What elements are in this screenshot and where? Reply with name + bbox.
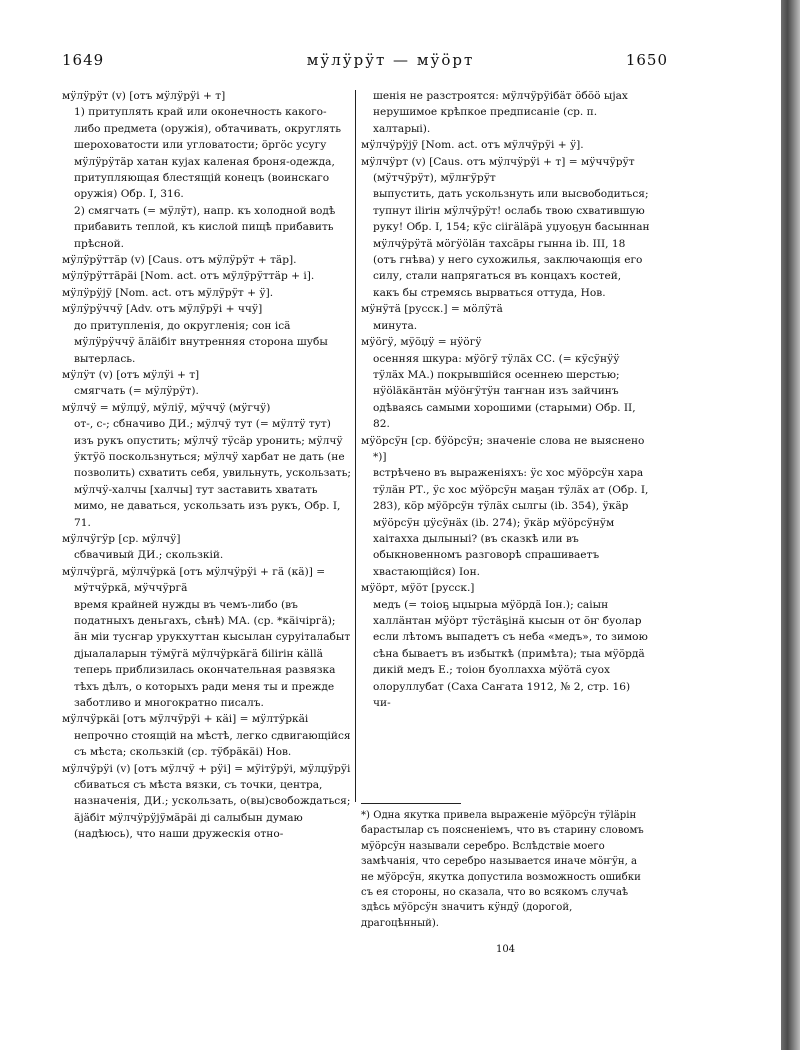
column-divider: [355, 90, 356, 802]
entry-headword-line: мӱлчӱркӓі [отъ мӱлчӱрӱі + кӓі] = мӱлтӱркӓі: [62, 713, 309, 726]
scan-page-edge: [781, 0, 800, 1050]
right-page-number: 1650: [625, 51, 668, 69]
right-column: [361, 88, 650, 711]
left-page-number: 1649: [62, 51, 105, 69]
entry-continuation: шенія не разстроятся: мӱлчӱрӱібӓт ӧбӧӧ ыјах нерушимое крѣпкое предписаніе (ср. п. халтарыі).: [373, 90, 628, 135]
entry-headword-line: мӱлчӱ = мӱлџӱ, мӱліӱ, мӱччӱ (мӱгчӱ): [62, 401, 271, 414]
entry-definition: выпустить, дать ускользнуть или высвободиться; тупнут іlіrін мӱлчӱрӱт! ослабь твою схватившую руку! Обр. I, 154; кӱс сіігӓlӓрӓ уџуоҕун басыннан мӱлчӱрӱтӓ мӧгӱӧlӓн тахсӓры гынна ib. III, 18 (отъ гнѣва) у него сухожилья, заключающія его силу, стали напрягаться въ концахъ костей, какъ бы стремясь вырваться оттуда, Нов.: [373, 188, 650, 299]
entry-headword-line: мӱлӱрӱттӓр (v) [Caus. отъ мӱлӱрӱт + тӓр].: [62, 254, 297, 267]
entry-headword-line: мӱлӱрӱјӱ [Nom. act. отъ мӱлӱрӱт + ӱ].: [62, 286, 274, 299]
entry-headword-line: мӱлӱрӱт (v) [отъ мӱлӱрӱі + т]: [62, 90, 226, 102]
entry-definition: сбиваться съ мѣста вязки, съ точки, центра, назначенія, ДИ.; ускользать, о(вы)свобождаться; ӓјӓбіт мӱлчӱрӱјӱмӓрӓі ді салыбын думаю (надѣюсь), что наши дружескія отно-: [74, 779, 351, 841]
entry-sense: 1) притуплять край или оконечность какого-либо предмета (оружія), обтачивать, округлять шероховатости или угловатости; ӧргӧс усугу мӱлӱрӱтӓр хатан кујах каленая броня-одежда, притупляющая блестящій конецъ (воинскаго оружія) Обр. I, 316.: [74, 106, 342, 201]
sheet-number: 104: [495, 944, 516, 955]
entry-definition: медъ (= тоіоҕ ыџырыа мӱӧрдӓ Іон.); саіын халлӓнтан мӱӧрт тӱстӓҕінӓ кысын от ӧҥ буолар если лѣтомъ выпадетъ съ неба «медъ», то зимою сѣна бываетъ въ избыткѣ (примѣта); тыа мӱӧрдӓ дикій медъ Е.; тоіон буоллахха мӱӧтӓ суох олоруллубат (Саха Саҥата 1912, № 2, стр. 16) чи-: [373, 598, 648, 710]
entry-definition: до притупленія, до округленія; сон ісӓ мӱлӱрӱччӱ ӓлӓібіт внутренняя сторона шубы вытерлась.: [74, 319, 328, 365]
entry-headword-line: мӱӧгӱ, мӱӧџӱ = нӱӧгӱ: [361, 336, 482, 349]
entry-headword-line: мӱлчӱрӱјӱ [Nom. act. отъ мӱлчӱрӱі + ӱ].: [361, 139, 584, 152]
entry-definition: встрѣчено въ выраженіяхъ: ӱс хос мӱӧрсӱн хара тӱлӓн РТ., ӱс хос мӱӧрсӱн маҕан тӱлӓх ат (Обр. I, 283), кӧр мӱӧрсӱн тӱлӓх сылгы (ib. 354), ӱкӓр мӱӧрсӱн џӱсӱнӓх (ib. 274); ӱкӓр мӱӧрсӱнӱм хаітахха дылыныі? (въ сказкѣ или въ обыкновенномъ разговорѣ спрашиваетъ хвастающійся) Іон.: [373, 467, 649, 578]
footnote-rule: [361, 803, 461, 804]
entry-headword-line: мӱлӱт (v) [отъ мӱлӱі + т]: [62, 368, 200, 381]
entry-headword-line: мӱлӱрӱттӓрӓі [Nom. act. отъ мӱлӱрӱттӓр + і].: [62, 270, 315, 283]
entry-definition: осенняя шкура: мӱӧгӱ тӱлӓх СС. (= кӱсӱнӱӱ тӱлӓх МА.) покрывшійся осеннею шерстью; нӱӧlӓкӓнтӓн мӱӧҥӱтӱн таҥнан изъ зайчинъ одѣваясь самыми хорошими (старыми) Обр. II, 82.: [373, 352, 636, 431]
left-column: [62, 88, 352, 843]
entry-headword-line: мӱлчӱрт (v) [Caus. отъ мӱлчӱрӱі + т] = мӱччӱрӱт (мӱтчӱрӱт), мӱлҥӱрӱт: [361, 155, 635, 185]
entry-headword-line: мӱнӱтӓ [русск.] = мӧлӱтӓ: [361, 303, 503, 316]
entry-definition: от-, с-; сбначиво ДИ.; мӱлчӱ тут (= мӱлтӱ тут) изъ рукъ опустить; мӱлчӱ тӱсӓр уронить; мӱлчӱ ӱктӱӧ поскользнуться; мӱлчӱ харбат не дать (не позволить) схватить себя, увильнуть, ускользать; мӱлчӱ-халчы [халчы] тут заставить хватать мимо, не даваться, ускользать изъ рукъ, Обр. I, 71.: [74, 418, 351, 529]
entry-headword-line: мӱлчӱгӱр [ср. мӱлчӱ]: [62, 532, 181, 545]
entry-headword-line: мӱлӱрӱччӱ [Adv. отъ мӱлӱрӱі + ччӱ]: [62, 303, 263, 316]
entry-headword-line: мӱӧрт, мӱӧт [русск.]: [361, 582, 475, 595]
entry-definition: непрочно стоящій на мѣстѣ, легко сдвигающійся съ мѣста; скользкій (ср. тӱбрӓкӓі) Нов.: [74, 729, 351, 759]
entry-definition: минута.: [373, 319, 418, 332]
entry-definition: сбвачивый ДИ.; скользкій.: [74, 549, 224, 562]
entry-headword-line: мӱлчӱрӱі (v) [отъ мӱлчӱ + рӱі] = мӱітӱрӱі, мӱлџӱрӱі: [62, 762, 351, 775]
running-title: мӱлӱрӱт — мӱӧрт: [306, 51, 475, 69]
entry-headword-line: мӱлчӱргӓ, мӱлчӱркӓ [отъ мӱлчӱрӱі + гӓ (кӓ)] = мӱтчӱркӓ, мӱччӱргӓ: [62, 565, 326, 595]
footnote: *) Одна якутка привела выраженіе мӱӧрсӱн тӱlӓрін барастылар съ поясненіемъ, что въ старину словомъ мӱӧрсӱн называли серебро. Вслѣдствіе моего замѣчанія, что серебро называется иначе мӧҥӱн, а не мӱӧрсӱн, якутка допустила возможность ошибки съ ея стороны, но сказала, что во всякомъ случаѣ здѣсь мӱӧрсӱн значитъ кӱндӱ (дорогой, драгоцѣнный).: [361, 810, 644, 929]
entry-sense: 2) смягчать (= мӱлӱт), напр. къ холодной водѣ прибавить теплой, къ кислой пищѣ прибавить прѣсной.: [74, 204, 336, 250]
entry-definition: время крайней нужды въ чемъ-либо (въ податныхъ деньгахъ, сѣнѣ) МА. (ср. *кӓічіргӓ); ӓн міи тусҥар урукхуттан кысылан суруіталабыт дјыалаларын тӱмӱгӓ мӱлчӱркӓгӓ біlіrін кӓllӓ теперь приблизилась окончательная развязка тѣхъ дѣлъ, о которыхъ ради меня ты и прежде заботливо и многократно писалъ.: [74, 598, 351, 710]
entry-headword-line: мӱӧрсӱн [ср. бӱӧрсӱн; значеніе слова не выяснено *)]: [361, 434, 645, 463]
entry-definition: смягчать (= мӱлӱрӱт).: [74, 385, 199, 398]
